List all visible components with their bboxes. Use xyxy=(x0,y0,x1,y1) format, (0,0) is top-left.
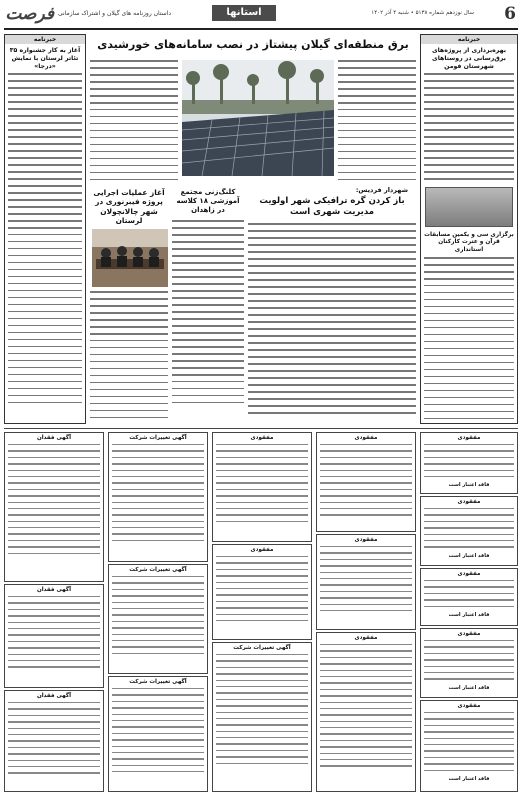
classified-ad-9-title: مفقودی xyxy=(250,435,274,441)
classified-ad-12 xyxy=(108,432,208,562)
classified-ad-7-title: مفقودی xyxy=(354,537,378,543)
right-column-body-bottom xyxy=(421,257,517,424)
classified-ad-17-title: آگهی فقدان xyxy=(36,693,72,699)
classified-ad-6 xyxy=(316,432,416,532)
classified-ad-14 xyxy=(108,676,208,792)
classified-ad-6-title: مفقودی xyxy=(354,435,378,441)
classified-ad-10-title: مفقودی xyxy=(250,547,274,553)
classified-ad-2-title: مفقودی xyxy=(457,499,481,505)
right-column-label: خبرنامه xyxy=(421,35,517,44)
classified-ad-13 xyxy=(108,564,208,674)
right-column-subheadline: برگزاری سی و یکمین مسابقات قرآن و عترت کارکنان استانداری xyxy=(424,232,514,253)
classified-ad-5-foot: فاقد اعتبار است xyxy=(448,775,490,782)
classified-ad-5 xyxy=(420,700,518,792)
left-column-label: خبرنامه xyxy=(5,35,85,44)
right-column-body-top xyxy=(421,73,517,185)
meeting-photo xyxy=(92,229,168,287)
classified-ad-7 xyxy=(316,534,416,630)
classified-ad-1 xyxy=(420,432,518,494)
solar-panels-image xyxy=(182,60,334,176)
classified-ad-1-title: مفقودی xyxy=(457,435,481,441)
fardis-story-body xyxy=(248,223,416,423)
page-number: 6 xyxy=(504,4,516,24)
zahedan-story-title: کلنگ‌زنی مجتمع آموزشی ۱۸ کلاسه در زاهدان xyxy=(176,188,240,214)
classified-ad-12-title: آگهی تغییرات شرکت xyxy=(129,435,187,441)
classified-ad-1-foot: فاقد اعتبار است xyxy=(448,482,490,489)
classified-ad-11 xyxy=(212,642,312,792)
classified-ad-3-title: مفقودی xyxy=(457,571,481,577)
classified-ad-14-title: آگهی تغییرات شرکت xyxy=(129,679,187,685)
classified-ad-3 xyxy=(420,568,518,626)
classified-ad-8 xyxy=(316,632,416,792)
section-badge: استانها xyxy=(212,5,276,21)
header-tagline: داستان روزنامه های گیلان و اشتراک سازمانی xyxy=(58,10,172,17)
classified-ad-16-title: آگهی فقدان xyxy=(36,587,72,593)
classified-ad-16 xyxy=(4,584,104,688)
classified-ad-2-foot: فاقد اعتبار است xyxy=(448,552,490,559)
left-column-headline: آغاز به کار جشنواره ۳۵ تئاتر لرستان با نمایش «درجا» xyxy=(9,47,81,70)
fardis-story-kicker: شهردار فردیس: xyxy=(355,186,408,194)
newspaper-page xyxy=(4,4,518,794)
classified-ad-4 xyxy=(420,628,518,698)
main-story-body-left xyxy=(90,60,178,184)
classified-ad-10 xyxy=(212,544,312,640)
classified-ad-8-title: مفقودی xyxy=(354,635,378,641)
main-headline: برق منطقه‌ای گیلان پیشتاز در نصب سامانه‌های خورشیدی xyxy=(97,38,409,51)
left-news-column xyxy=(4,34,86,424)
lorestan-fiber-story xyxy=(90,186,168,424)
lorestan-story-title: آغاز عملیات اجرایی پروژه فیبرنوری در شهر چالانچولان لرستان xyxy=(93,188,165,225)
classified-ad-9 xyxy=(212,432,312,542)
right-news-column xyxy=(420,34,518,424)
classified-ad-11-title: آگهی تغییرات شرکت xyxy=(233,645,291,651)
classified-ad-13-title: آگهی تغییرات شرکت xyxy=(129,567,187,573)
meeting-image xyxy=(92,229,168,287)
left-column-body xyxy=(5,73,85,418)
right-column-photo xyxy=(425,187,513,227)
section-divider xyxy=(4,428,518,429)
page-header xyxy=(4,4,518,28)
zahedan-story-body xyxy=(172,220,244,420)
classified-ad-15-title: آگهی فقدان xyxy=(36,435,72,441)
classified-ad-15 xyxy=(4,432,104,582)
main-story xyxy=(90,34,416,184)
right-column-headline: بهره‌برداری از پروژه‌های برق‌رسانی در روستاهای شهرستان فومن xyxy=(431,47,507,70)
classified-ad-17 xyxy=(4,690,104,792)
fardis-mayor-story xyxy=(248,186,416,424)
lorestan-story-body xyxy=(90,291,168,424)
classified-ad-4-title: مفقودی xyxy=(457,631,481,637)
classified-ad-4-foot: فاقد اعتبار است xyxy=(448,684,490,691)
classified-ad-5-title: مفقودی xyxy=(457,703,481,709)
classified-ad-2 xyxy=(420,496,518,566)
newspaper-logo: فرصت xyxy=(5,4,54,24)
main-story-body-right xyxy=(338,60,416,184)
classified-ad-3-foot: فاقد اعتبار است xyxy=(448,611,490,618)
solar-panels-photo xyxy=(182,60,334,176)
header-rule xyxy=(4,28,518,30)
issue-dateline: سال نوزدهم شماره ۵۱۳۸ • شنبه ۴ آذر ۱۴۰۲ xyxy=(371,10,474,16)
fardis-story-title: باز کردن گره ترافیکی شهر اولویت مدیریت شهری است xyxy=(259,196,405,217)
zahedan-school-story xyxy=(172,186,244,424)
